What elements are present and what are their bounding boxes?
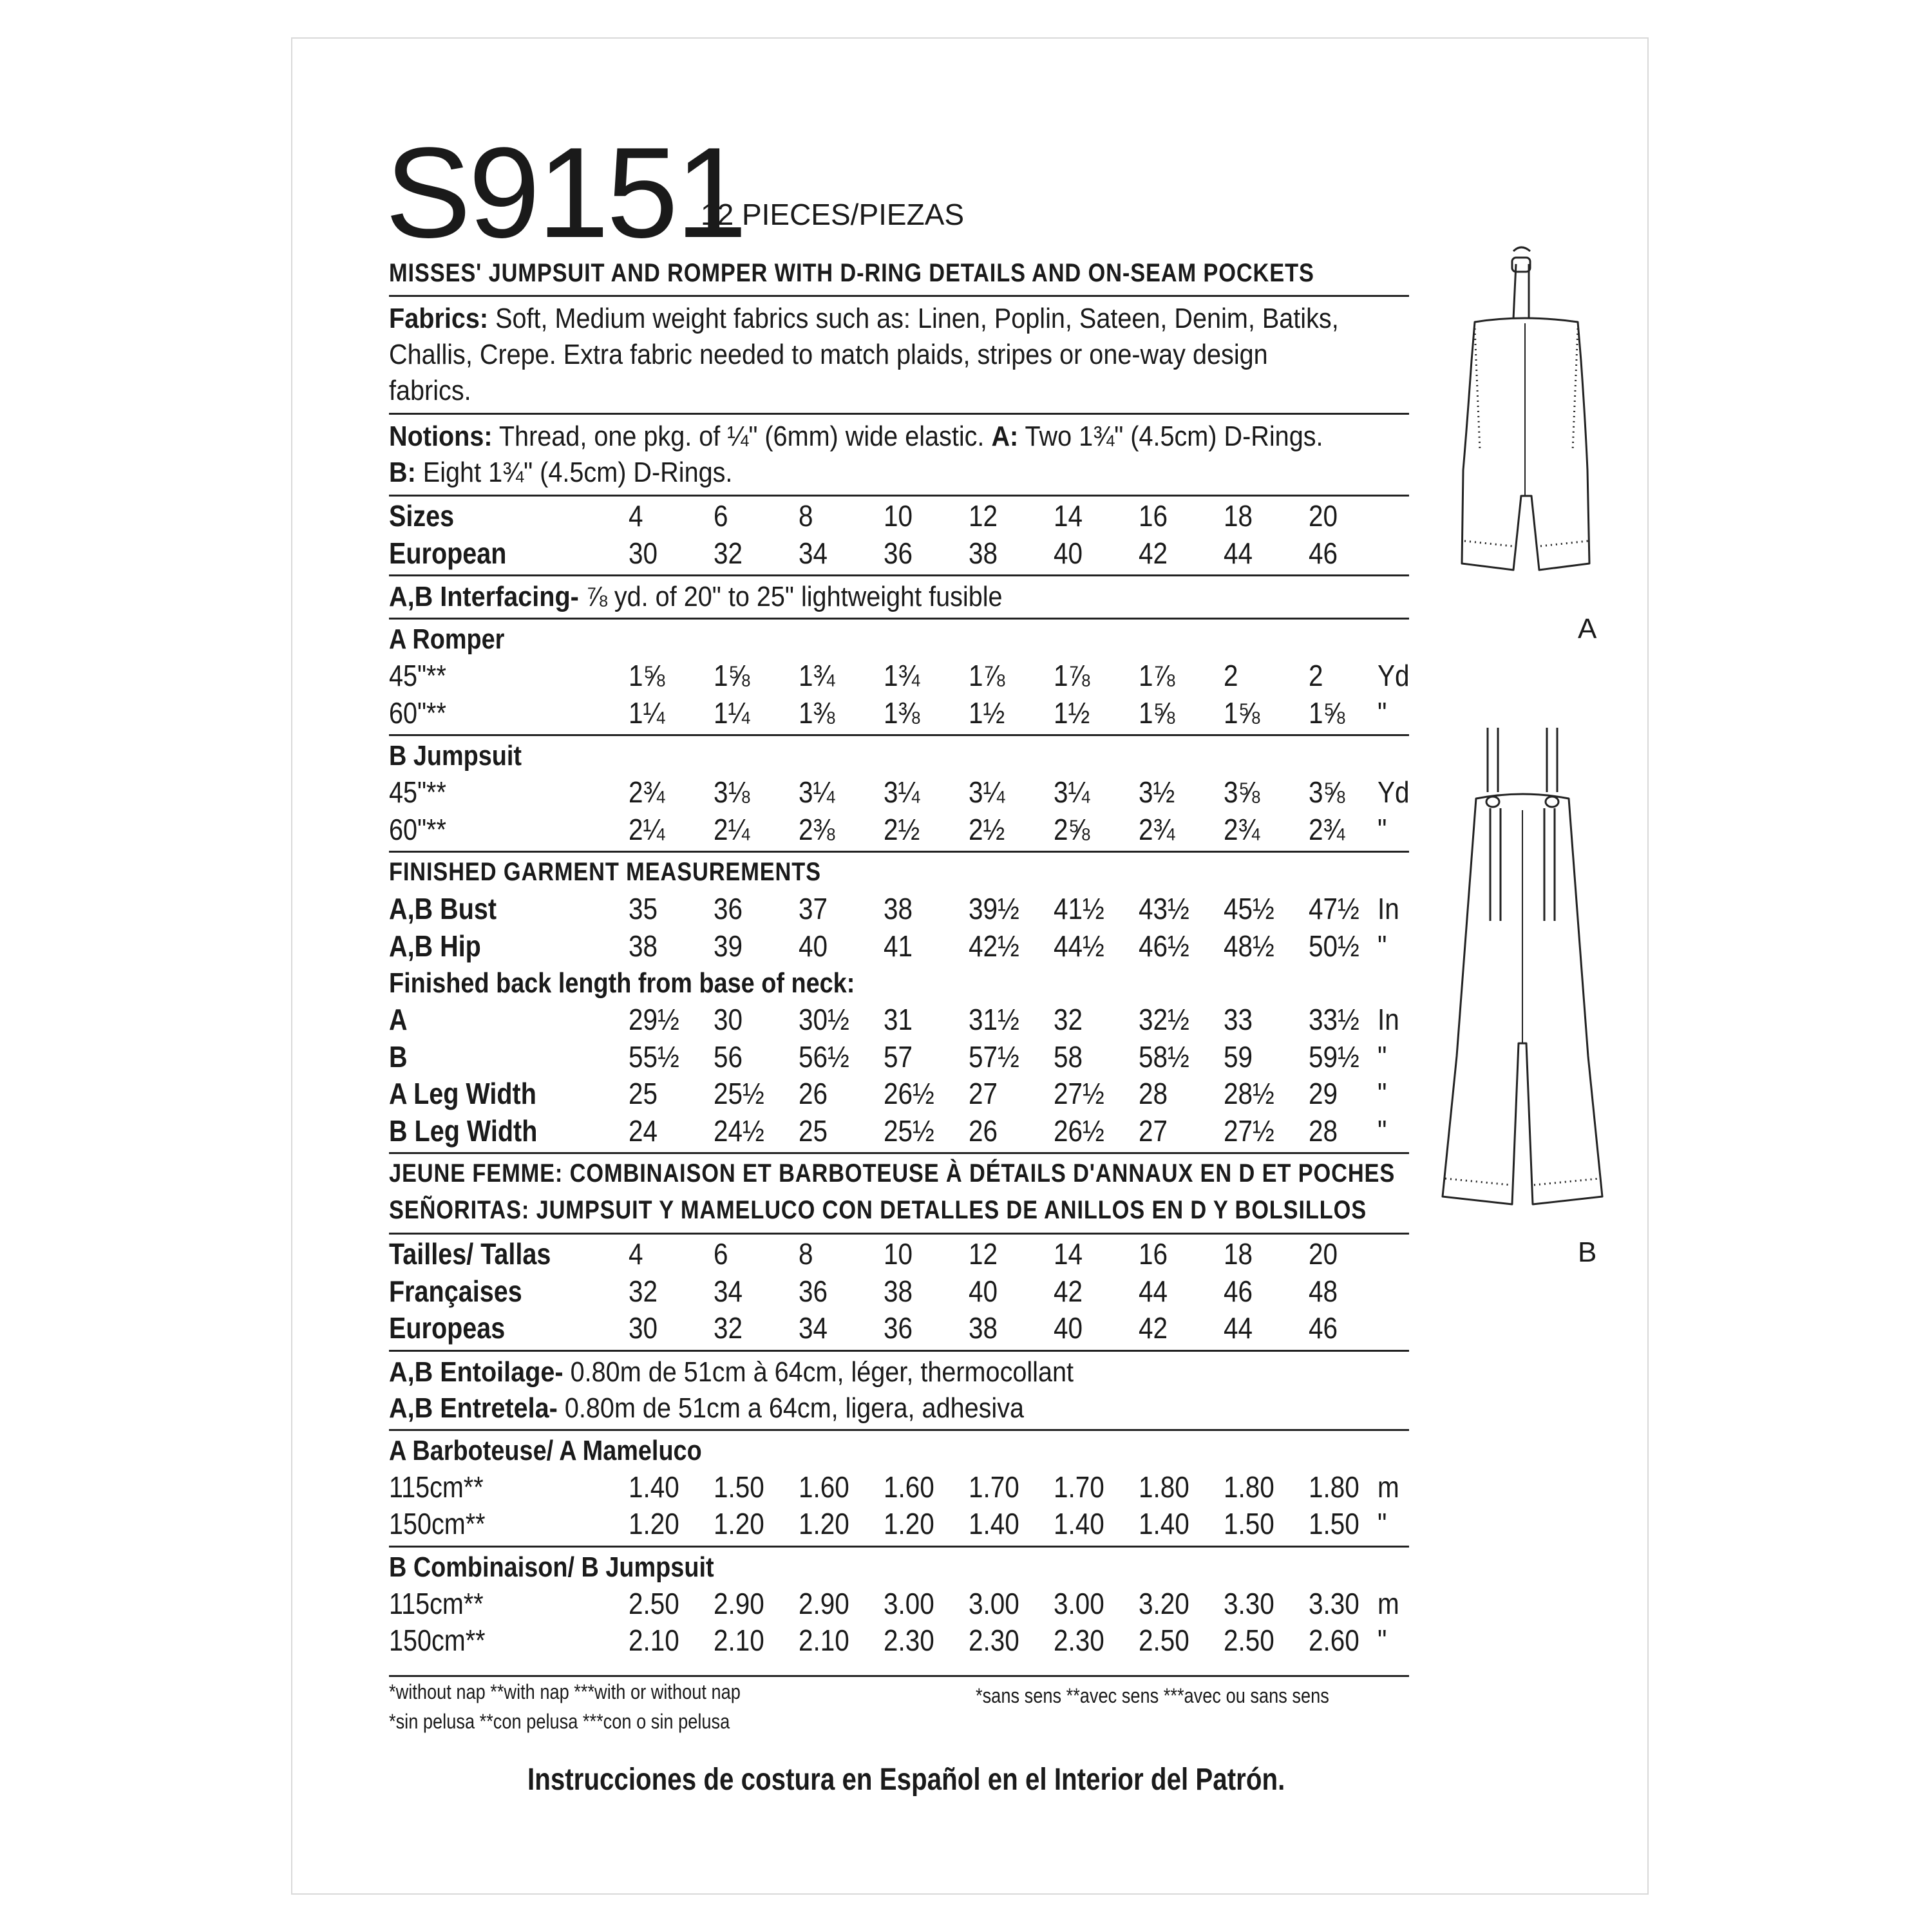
table-cell: 44 [1224,1311,1253,1345]
unit-label: " [1378,1507,1387,1540]
table-cell: 42 [1054,1274,1083,1308]
table-cell: 2¼ [629,812,665,846]
table-cell: 2.60 [1309,1624,1359,1657]
table-cell: 1⅝ [629,659,665,692]
back-length-a-row [389,1001,1409,1039]
table-cell: 58 [1054,1039,1083,1074]
bust-row [389,891,1409,928]
table-cell: 8 [799,1237,813,1271]
table-cell: 1.40 [1054,1507,1104,1540]
table-cell: 37 [799,892,828,925]
back-length-b-row [389,1039,1409,1076]
sizes-table [389,497,1409,574]
entretela-label: A,B Entretela- [389,1392,558,1424]
romper-yardage [389,620,1409,734]
table-cell: 2¼ [714,812,750,846]
translated-titles [389,1154,1409,1233]
table-cell: 1⅞ [1054,659,1090,692]
european-sizes-row [389,535,1409,573]
pattern-info-column [389,260,1409,1677]
table-cell: 43½ [1139,892,1189,925]
row-label: Sizes [389,499,455,533]
table-cell: 1.80 [1139,1470,1189,1504]
table-cell: 2⅝ [1054,812,1090,846]
table-cell: 2.10 [714,1624,764,1657]
fabric-width-label: 60"** [389,812,446,846]
table-cell: 3.00 [1054,1586,1104,1620]
table-cell: 3¼ [799,775,835,809]
entoilage-label: A,B Entoilage- [389,1356,564,1388]
table-cell: 4 [629,499,643,533]
table-cell: 32 [714,536,743,570]
fabric-width-label: 150cm** [389,1507,486,1540]
table-cell: 1.50 [1224,1507,1274,1540]
table-cell: 58½ [1139,1039,1189,1074]
table-cell: 3.30 [1309,1586,1359,1620]
yardage-row [389,658,1409,695]
table-cell: 42 [1139,1311,1168,1345]
table-cell: 1⅞ [1139,659,1175,692]
measurement-label: A,B Bust [389,892,497,925]
table-cell: 1⅝ [1309,696,1345,730]
measurement-label: B [389,1039,408,1074]
interfacing-label: A,B Interfacing- [389,581,579,612]
table-cell: 30 [629,1311,658,1345]
table-cell: 28½ [1224,1077,1274,1110]
table-cell: 24½ [714,1113,764,1148]
row-label: Tailles/ Tallas [389,1237,551,1271]
table-cell: 3¼ [969,775,1005,809]
table-cell: 28 [1139,1077,1168,1110]
table-cell: 2.50 [1224,1624,1274,1657]
table-cell: 57½ [969,1039,1019,1074]
notions-a-text: Two 1¾" (4.5cm) D-Rings. [1025,421,1323,452]
table-cell: 3½ [1139,775,1175,809]
table-cell: 2.50 [629,1586,679,1620]
table-cell: 32 [1054,1003,1083,1036]
table-cell: 34 [714,1274,743,1308]
table-cell: 27 [1139,1113,1168,1148]
table-cell: 20 [1309,1237,1338,1271]
unit-label: " [1378,1077,1387,1110]
table-cell: 34 [799,536,828,570]
table-cell: 1¾ [884,659,920,692]
table-cell: 2 [1309,659,1323,692]
fabric-width-label: 45"** [389,659,446,692]
notions-b-label: B: [389,457,416,488]
table-cell: 38 [884,1274,913,1308]
table-cell: 40 [1054,536,1083,570]
fabric-width-label: 150cm** [389,1624,486,1657]
unit-label: " [1378,1039,1387,1074]
table-cell: 12 [969,1237,998,1271]
table-cell: 16 [1139,1237,1168,1271]
unit-label: In [1378,892,1399,925]
table-cell: 55½ [629,1039,679,1074]
table-cell: 1.50 [714,1470,764,1504]
table-cell: 25½ [884,1113,934,1148]
table-cell: 25½ [714,1077,764,1110]
unit-label: " [1378,1113,1387,1148]
table-cell: 2¾ [1139,812,1175,846]
yardage-row [389,811,1409,849]
unit-label: Yd [1378,659,1410,692]
table-cell: 2.30 [1054,1624,1104,1657]
combinaison-yardage [389,1548,1409,1662]
entoilage-section [389,1352,1307,1429]
sizes-row [389,498,1409,535]
table-cell: 46 [1309,536,1338,570]
table-cell: 36 [884,536,913,570]
table-cell: 39 [714,929,743,963]
notions-line-1: Thread, one pkg. of ¼" (6mm) wide elastic. [498,421,985,452]
table-cell: 41½ [1054,892,1104,925]
interfacing-section [389,576,1307,618]
table-cell: 8 [799,499,813,533]
table-cell: 2.50 [1139,1624,1189,1657]
table-cell: 26½ [1054,1113,1104,1148]
table-cell: 2.90 [714,1586,764,1620]
table-cell: 33½ [1309,1003,1359,1036]
jumpsuit-heading: B Jumpsuit [389,740,522,772]
table-cell: 34 [799,1311,828,1345]
table-cell: 36 [714,892,743,925]
table-cell: 1.20 [799,1507,849,1540]
table-cell: 1.20 [629,1507,679,1540]
finished-heading: FINISHED GARMENT MEASUREMENTS [389,858,821,886]
table-cell: 18 [1224,499,1253,533]
table-cell: 3.00 [884,1586,934,1620]
fabric-width-label: 115cm** [389,1470,484,1504]
row-label: Europeas [389,1311,506,1345]
table-cell: 3.20 [1139,1586,1189,1620]
table-cell: 44 [1224,536,1253,570]
table-cell: 1¾ [799,659,835,692]
yardage-row [389,774,1409,811]
table-cell: 1.80 [1309,1470,1359,1504]
table-cell: 42 [1139,536,1168,570]
table-cell: 2.10 [629,1624,679,1657]
table-cell: 2.30 [969,1624,1019,1657]
table-cell: 14 [1054,1237,1083,1271]
table-cell: 32 [629,1274,658,1308]
pattern-number: S9151 [385,121,745,265]
table-cell: 3¼ [884,775,920,809]
table-cell: 1⅜ [884,696,920,730]
table-cell: 3.30 [1224,1586,1274,1620]
fabrics-line-2: Challis, Crepe. Extra fabric needed to match plaids, stripes or one-way design [389,339,1268,370]
table-cell: 47½ [1309,892,1359,925]
table-cell: 2¾ [1309,812,1345,846]
table-cell: 1⅝ [1139,696,1175,730]
table-cell: 26 [969,1113,998,1148]
table-cell: 56 [714,1039,743,1074]
table-cell: 59 [1224,1039,1253,1074]
romper-heading: A Romper [389,623,505,655]
table-cell: 31 [884,1003,913,1036]
table-cell: 1.50 [1309,1507,1359,1540]
table-cell: 38 [969,1311,998,1345]
table-cell: 10 [884,1237,913,1271]
table-cell: 33 [1224,1003,1253,1036]
table-cell: 1.60 [884,1470,934,1504]
entoilage-text: 0.80m de 51cm à 64cm, léger, thermocollant [570,1356,1074,1388]
notions-b-text: Eight 1¾" (4.5cm) D-Rings. [422,457,733,488]
table-cell: 26 [799,1077,828,1110]
table-cell: 1.70 [1054,1470,1104,1504]
unit-label: " [1378,696,1387,730]
footnote-es: *sin pelusa **con pelusa ***con o sin pelusa [389,1710,730,1733]
piece-count: 12 PIECES/PIEZAS [701,198,965,231]
entretela-text: 0.80m de 51cm a 64cm, ligera, adhesiva [564,1392,1025,1424]
table-cell: 25 [799,1113,828,1148]
table-cell: 48½ [1224,929,1274,963]
table-cell: 1⅝ [1224,696,1260,730]
unit-label: m [1378,1586,1399,1620]
table-cell: 29½ [629,1003,679,1036]
table-cell: 1½ [969,696,1005,730]
unit-label: Yd [1378,775,1410,809]
table-cell: 39½ [969,892,1019,925]
table-cell: 46 [1224,1274,1253,1308]
table-cell: 3⅛ [714,775,750,809]
table-cell: 45½ [1224,892,1274,925]
pattern-title: MISSES' JUMPSUIT AND ROMPER WITH D-RING DETAILS AND ON-SEAM POCKETS [389,259,1314,287]
fabric-width-label: 60"** [389,696,446,730]
table-cell: 36 [799,1274,828,1308]
table-cell: 6 [714,499,728,533]
table-cell: 3.00 [969,1586,1019,1620]
table-cell: 1.60 [799,1470,849,1504]
table-cell: 1.20 [714,1507,764,1540]
back-length-heading: Finished back length from base of neck: [389,967,855,999]
table-cell: 3¼ [1054,775,1090,809]
hip-row [389,928,1409,965]
table-cell: 1¼ [629,696,665,730]
table-cell: 30 [629,536,658,570]
fabrics-line-3: fabrics. [389,375,471,406]
measurement-label: A [389,1003,408,1036]
spanish-title: SEÑORITAS: JUMPSUIT Y MAMELUCO CON DETALLES DE ANILLOS EN D Y BOLSILLOS [389,1196,1367,1224]
table-cell: 2 [1224,659,1238,692]
table-cell: 56½ [799,1039,849,1074]
table-cell: 29 [1309,1077,1338,1110]
table-cell: 44 [1139,1274,1168,1308]
table-cell: 27 [969,1077,998,1110]
table-cell: 59½ [1309,1039,1359,1074]
jumpsuit-illustration [1436,721,1610,1224]
table-cell: 2⅜ [799,812,835,846]
table-cell: 2.10 [799,1624,849,1657]
table-cell: 25 [629,1077,658,1110]
romper-illustration [1449,238,1597,586]
table-cell: 38 [629,929,658,963]
table-cell: 46½ [1139,929,1189,963]
table-cell: 10 [884,499,913,533]
table-cell: 40 [799,929,828,963]
measurement-label: B Leg Width [389,1113,538,1148]
table-cell: 38 [884,892,913,925]
table-cell: 1.80 [1224,1470,1274,1504]
table-cell: 27½ [1224,1113,1274,1148]
table-cell: 40 [1054,1311,1083,1345]
table-cell: 1.20 [884,1507,934,1540]
table-cell: 2¾ [1224,812,1260,846]
unit-label: m [1378,1470,1399,1504]
metric-row [389,1586,1409,1623]
footnote-en: *without nap **with nap ***with or without nap [389,1680,741,1703]
table-cell: 57 [884,1039,913,1074]
barboteuse-heading: A Barboteuse/ A Mameluco [389,1434,702,1466]
table-cell: 35 [629,892,658,925]
footnote-fr: *sans sens **avec sens ***avec ou sans sens [976,1684,1329,1707]
fabric-width-label: 45"** [389,775,446,809]
table-cell: 2.30 [884,1624,934,1657]
table-cell: 1.40 [969,1507,1019,1540]
table-cell: 3⅝ [1224,775,1260,809]
table-cell: 6 [714,1237,728,1271]
metric-row [389,1622,1409,1660]
table-cell: 38 [969,536,998,570]
metric-row [389,1506,1409,1543]
table-cell: 30 [714,1003,743,1036]
table-cell: 46 [1309,1311,1338,1345]
table-cell: 2.90 [799,1586,849,1620]
table-cell: 2½ [969,812,1005,846]
table-cell: 1⅜ [799,696,835,730]
table-cell: 28 [1309,1113,1338,1148]
measurement-label: A Leg Width [389,1077,536,1110]
table-cell: 24 [629,1113,658,1148]
table-cell: 1⅞ [969,659,1005,692]
table-cell: 2½ [884,812,920,846]
table-cell: 32 [714,1311,743,1345]
table-cell: 42½ [969,929,1019,963]
barboteuse-yardage [389,1431,1409,1546]
unit-label: In [1378,1003,1399,1036]
table-cell: 12 [969,499,998,533]
table-cell: 50½ [1309,929,1359,963]
measurement-label: A,B Hip [389,929,481,963]
tailles-row [389,1236,1409,1273]
fabrics-label: Fabrics: [389,303,489,334]
notions-a-label: A: [991,421,1019,452]
combinaison-heading: B Combinaison/ B Jumpsuit [389,1551,714,1583]
fabrics-line-1: Soft, Medium weight fabrics such as: Linen, Poplin, Sateen, Denim, Batiks, [495,303,1339,334]
jumpsuit-yardage [389,736,1409,851]
leg-width-b-row [389,1113,1409,1150]
table-cell: 1¼ [714,696,750,730]
europeas-row [389,1310,1409,1347]
francaises-row [389,1273,1409,1311]
unit-label: " [1378,812,1387,846]
table-cell: 3⅝ [1309,775,1345,809]
unit-label: " [1378,929,1387,963]
table-cell: 32½ [1139,1003,1189,1036]
notions-label: Notions: [389,421,493,452]
row-label: Françaises [389,1274,522,1308]
fabrics-section [389,297,1339,413]
table-cell: 36 [884,1311,913,1345]
table-cell: 1.70 [969,1470,1019,1504]
table-cell: 40 [969,1274,998,1308]
table-cell: 30½ [799,1003,849,1036]
table-cell: 14 [1054,499,1083,533]
table-cell: 16 [1139,499,1168,533]
table-cell: 1.40 [629,1470,679,1504]
table-cell: 48 [1309,1274,1338,1308]
table-cell: 41 [884,929,913,963]
sizes-table-fr-es [389,1235,1409,1350]
table-cell: 20 [1309,499,1338,533]
table-cell: 27½ [1054,1077,1104,1110]
row-label: European [389,536,507,570]
spanish-instructions-note: Instrucciones de costura en Español en el Interior del Patrón. [527,1763,1285,1797]
table-cell: 44½ [1054,929,1104,963]
table-cell: 1⅝ [714,659,750,692]
table-cell: 4 [629,1237,643,1271]
table-cell: 2¾ [629,775,665,809]
table-cell: 18 [1224,1237,1253,1271]
table-cell: 1.40 [1139,1507,1189,1540]
french-title: JEUNE FEMME: COMBINAISON ET BARBOTEUSE À DÉTAILS D'ANNAUX EN D ET POCHES [389,1159,1396,1188]
interfacing-text: ⅞ yd. of 20" to 25" lightweight fusible [585,581,1003,612]
yardage-row [389,695,1409,732]
metric-row [389,1469,1409,1506]
leg-width-a-row [389,1075,1409,1113]
table-cell: 26½ [884,1077,934,1110]
table-cell: 31½ [969,1003,1019,1036]
fabric-width-label: 115cm** [389,1586,484,1620]
view-a-label: A [1578,613,1597,645]
view-b-label: B [1578,1236,1597,1268]
table-cell: 1½ [1054,696,1090,730]
unit-label: " [1378,1624,1387,1657]
finished-measurements [389,853,1409,1152]
notions-section [389,415,1323,495]
